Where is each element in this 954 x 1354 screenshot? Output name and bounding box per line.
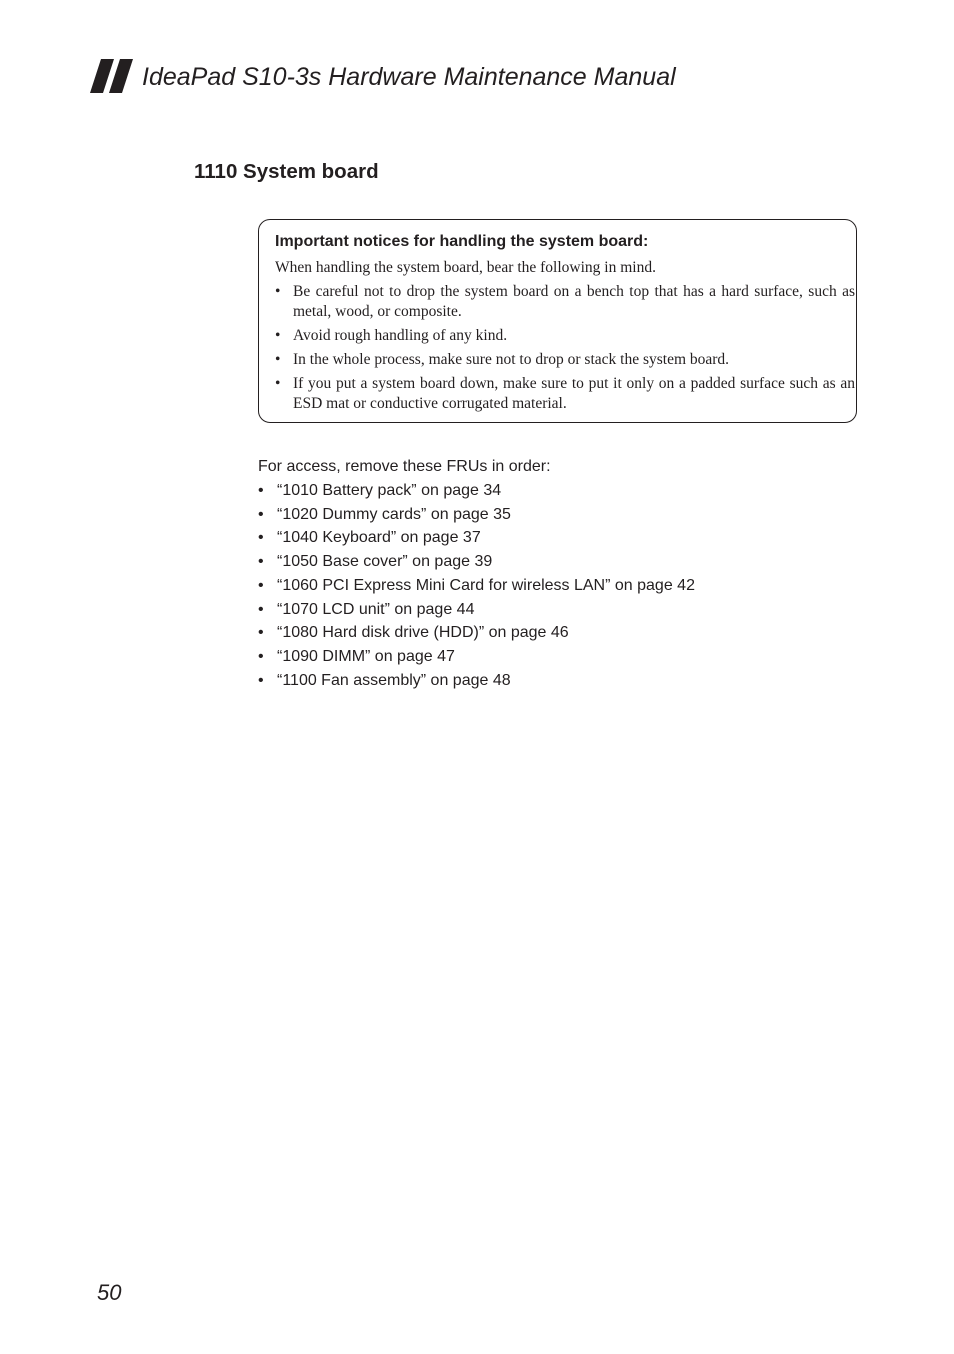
bullet-icon: • <box>258 648 264 665</box>
fru-link[interactable]: “1080 Hard disk drive (HDD)” on page 46 <box>277 624 569 642</box>
notice-title: Important notices for handling the system board: <box>275 233 649 250</box>
fru-item[interactable] <box>258 550 695 574</box>
notice-item <box>275 282 855 322</box>
page-number: 50 <box>97 1280 122 1305</box>
fru-item[interactable] <box>258 598 695 622</box>
section-heading: 1110 System board <box>194 160 379 183</box>
fru-item[interactable] <box>258 526 695 550</box>
bullet-icon: • <box>275 375 281 392</box>
notice-item-text: If you put a system board down, make sure to put it only on a padded surface such as an ESD mat or conductive corrugated material. <box>293 375 855 412</box>
notice-item <box>275 374 855 414</box>
bullet-icon: • <box>275 351 281 368</box>
bullet-icon: • <box>258 624 264 642</box>
bullet-icon: • <box>258 671 264 689</box>
bullet-icon: • <box>258 481 264 499</box>
notice-intro: When handling the system board, bear the following in mind. <box>275 259 656 276</box>
notice-item-text: In the whole process, make sure not to drop or stack the system board. <box>293 351 730 368</box>
bullet-icon: • <box>258 505 264 523</box>
access-intro: For access, remove these FRUs in order: <box>258 458 551 475</box>
fru-item[interactable] <box>258 669 695 693</box>
bullet-icon: • <box>275 283 281 300</box>
fru-link[interactable]: “1090 DIMM” on page 47 <box>277 648 455 665</box>
notice-item-text: Avoid rough handling of any kind. <box>293 327 508 344</box>
fru-link[interactable]: “1040 Keyboard” on page 37 <box>277 529 481 547</box>
double-slash-logo-icon <box>90 59 136 93</box>
bullet-icon: • <box>258 576 264 594</box>
bullet-icon: • <box>258 529 264 547</box>
fru-item[interactable] <box>258 574 695 598</box>
fru-link[interactable]: “1020 Dummy cards” on page 35 <box>277 505 511 523</box>
fru-item[interactable] <box>258 645 695 669</box>
fru-link[interactable]: “1100 Fan assembly” on page 48 <box>277 671 511 689</box>
access-block <box>258 455 695 693</box>
notice-item <box>275 350 855 370</box>
notice-item <box>275 326 855 346</box>
fru-item[interactable] <box>258 621 695 645</box>
notice-item-text: Be careful not to drop the system board on a bench top that has a hard surface, such as metal, wood, or composite. <box>293 283 855 320</box>
bullet-icon: • <box>258 600 264 618</box>
fru-link[interactable]: “1050 Base cover” on page 39 <box>277 553 493 570</box>
fru-item[interactable] <box>258 479 695 503</box>
fru-item[interactable] <box>258 503 695 527</box>
fru-list <box>258 479 695 693</box>
notice-list <box>275 282 855 418</box>
fru-link[interactable]: “1010 Battery pack” on page 34 <box>277 481 502 499</box>
manual-title: IdeaPad S10-3s Hardware Maintenance Manual <box>142 63 676 91</box>
fru-link[interactable]: “1070 LCD unit” on page 44 <box>277 600 475 618</box>
fru-link[interactable]: “1060 PCI Express Mini Card for wireless LAN” on page 42 <box>277 576 695 594</box>
notice-box <box>258 219 857 423</box>
bullet-icon: • <box>258 553 264 570</box>
bullet-icon: • <box>275 327 281 344</box>
